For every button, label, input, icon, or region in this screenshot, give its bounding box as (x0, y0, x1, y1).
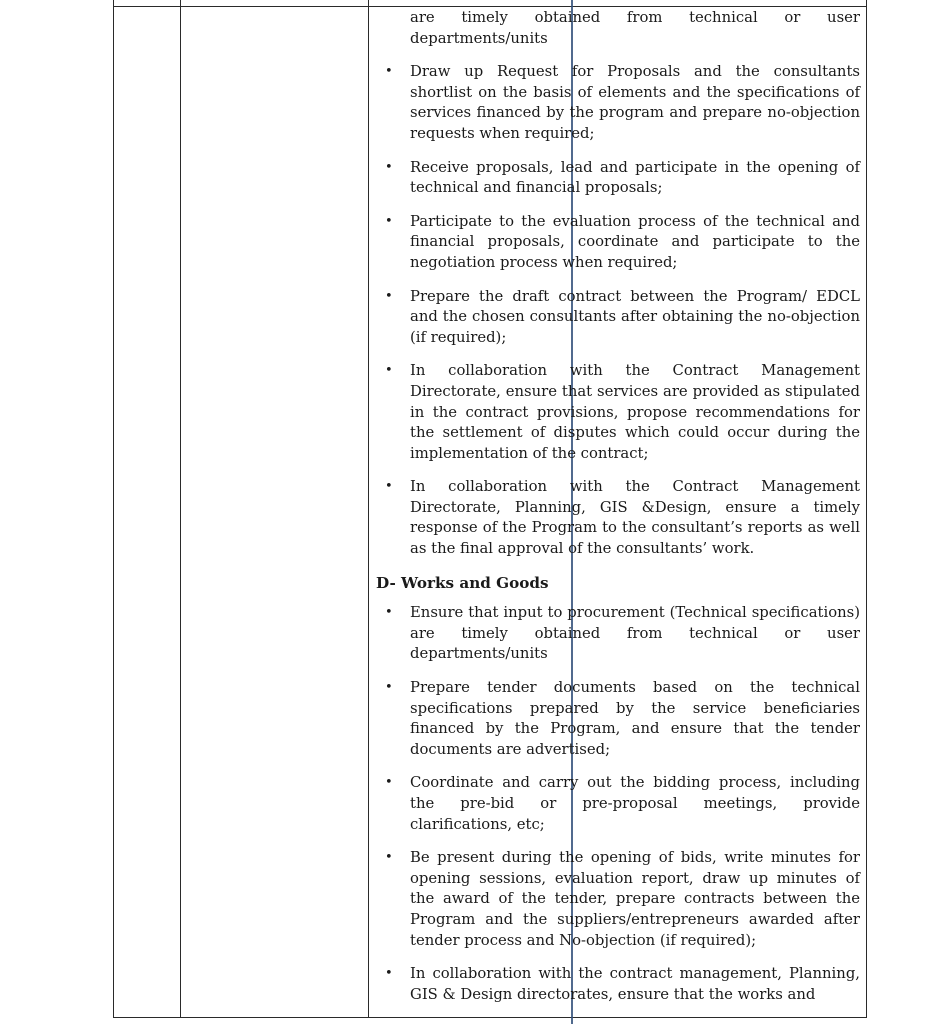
list-item-text: Be present during the opening of bids, write minutes for opening sessions, evaluation report, draw up minutes of the award of the tender, prepare contracts between the Program and the suppliers/entrepreneurs awarded after tender process and No-objection (if required); (410, 849, 860, 949)
bullet-icon: • (385, 966, 393, 982)
list-item (370, 773, 860, 835)
bullet-icon: • (385, 159, 393, 175)
table-column-divider-1 (180, 0, 181, 1018)
list-item (370, 477, 860, 559)
section-d-heading: D- Works and Goods (376, 573, 549, 592)
bullet-icon: • (385, 213, 393, 229)
table-cell-content (370, 8, 860, 1018)
list-item-text: Receive proposals, lead and participate in the opening of technical and financial proposals; (410, 158, 860, 197)
bullet-icon: • (385, 363, 393, 379)
list-item-text: Coordinate and carry out the bidding process, including the pre-bid or pre-proposal meetings, provide clarifications, etc; (410, 774, 860, 833)
list-item-text: Prepare the draft contract between the Program/ EDCL and the chosen consultants after obtaining the no-objection (if required); (410, 287, 860, 346)
section-c-list (370, 62, 860, 559)
bullet-icon: • (385, 850, 393, 866)
list-item (370, 603, 860, 665)
list-item (370, 212, 860, 274)
list-item (370, 158, 860, 199)
list-item-text: Prepare tender documents based on the technical specifications prepared by the service beneficiaries financed by the Program, and ensure that the tender documents are advertised; (410, 679, 860, 758)
list-item-text: In collaboration with the contract management, Planning, GIS & Design directorates, ensure that the works and (410, 965, 860, 1003)
bullet-icon: • (385, 605, 393, 621)
table-left-border (113, 0, 114, 1018)
list-item (370, 287, 860, 349)
bullet-icon: • (385, 775, 393, 791)
continuation-text: are timely obtained from technical or user departments/units (410, 9, 860, 47)
list-item-text: In collaboration with the Contract Management Directorate, ensure that services are provided as stipulated in the contract provisions, propose recommendations for the settlement of disputes which could occur during the implementation of the contract; (410, 362, 860, 462)
list-item-text: In collaboration with the Contract Management Directorate, Planning, GIS &Design, ensure a timely response of the Program to the consultant’s reports as well as the final approval of the consultants’ work. (410, 478, 860, 558)
list-item (370, 361, 860, 464)
bullet-icon: • (385, 479, 393, 495)
list-item-text: Draw up Request for Proposals and the consultants shortlist on the basis of elements and the specifications of services financed by the program and prepare no-objection requests when required; (410, 63, 860, 142)
list-item-text: Ensure that input to procurement (Technical specifications) are timely obtained from technical or user departments/units (410, 604, 860, 663)
list-item (370, 964, 860, 1005)
list-item (370, 678, 860, 760)
table-column-divider-2 (368, 0, 369, 1018)
bullet-icon: • (385, 64, 393, 80)
list-item (370, 62, 860, 144)
list-item (370, 848, 860, 951)
bullet-icon: • (385, 680, 393, 696)
list-item-text: Participate to the evaluation process of the technical and financial proposals, coordinate and participate to the negotiation process when required; (410, 212, 860, 271)
bullet-icon: • (385, 288, 393, 304)
section-d-list (370, 603, 860, 1005)
table-right-border (866, 0, 867, 1018)
table-top-border (113, 6, 867, 7)
